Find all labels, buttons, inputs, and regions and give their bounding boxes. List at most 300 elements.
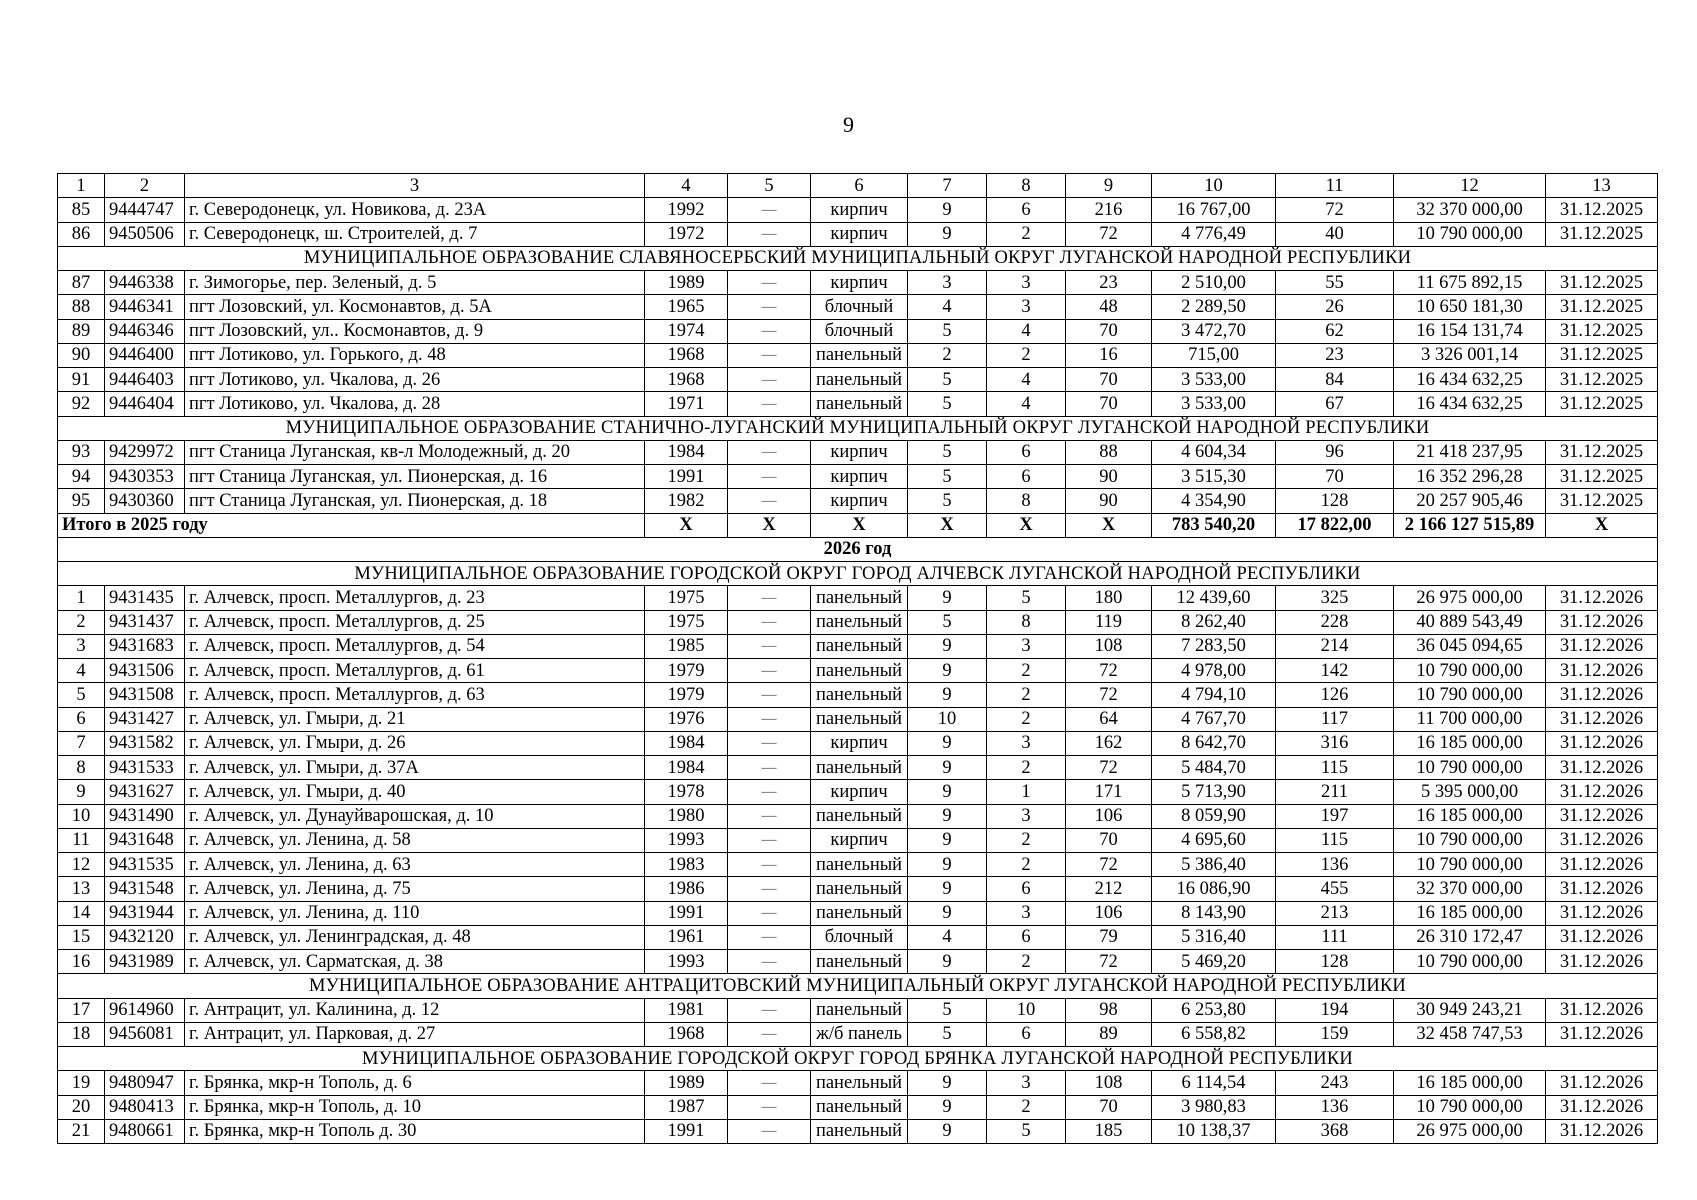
cell-residents: 455	[1276, 877, 1394, 901]
cell-year: 1975	[645, 586, 728, 610]
cell-residents: 96	[1276, 440, 1394, 464]
cell-address: г. Алчевск, ул. Ленина, д. 58	[185, 828, 645, 852]
cell-area: 4 794,10	[1152, 683, 1276, 707]
cell-area: 7 283,50	[1152, 634, 1276, 658]
cell-floors: 9	[908, 222, 987, 246]
cell-address: г. Брянка, мкр-н Тополь д. 30	[185, 1119, 645, 1143]
cell-address: г. Алчевск, ул. Гмыри, д. 40	[185, 780, 645, 804]
cell-apartments: 88	[1066, 440, 1152, 464]
cell-residents: 213	[1276, 901, 1394, 925]
cell-apartments: 72	[1066, 659, 1152, 683]
cell-entrances: 5	[987, 586, 1066, 610]
cell-deadline: 31.12.2026	[1546, 610, 1658, 634]
cell-area: 3 472,70	[1152, 319, 1276, 343]
cell-residents: 128	[1276, 950, 1394, 974]
cell-floors: 10	[908, 707, 987, 731]
cell-year: 1968	[645, 343, 728, 367]
cell-floors: 5	[908, 319, 987, 343]
cell-apartments: 119	[1066, 610, 1152, 634]
table-row	[58, 877, 1658, 901]
cell-num: 93	[58, 440, 105, 464]
cell-material: панельный	[811, 343, 908, 367]
cell-deadline: 31.12.2026	[1546, 828, 1658, 852]
page-number: 9	[843, 112, 854, 137]
cell-floors: 5	[908, 440, 987, 464]
cell-id: 9430353	[105, 465, 185, 489]
cell-cost: 32 458 747,53	[1394, 1022, 1546, 1046]
cell-deadline: 31.12.2025	[1546, 489, 1658, 513]
cell-year: 1991	[645, 1119, 728, 1143]
section-heading	[58, 1047, 1658, 1071]
cell-address: пгт Станица Луганская, ул. Пионерская, д. 18	[185, 489, 645, 513]
cell-material: ж/б панель	[811, 1022, 908, 1046]
cell-floors: 2	[908, 343, 987, 367]
cell-year: 1974	[645, 319, 728, 343]
cell-apartments: 64	[1066, 707, 1152, 731]
header-cell-address: 3	[185, 174, 645, 198]
cell-material: кирпич	[811, 828, 908, 852]
cell-address: г. Алчевск, ул. Ленина, д. 110	[185, 901, 645, 925]
cell-col5: —	[728, 780, 811, 804]
cell-address: г. Зимогорье, пер. Зеленый, д. 5	[185, 271, 645, 295]
cell-material: панельный	[811, 998, 908, 1022]
cell-floors: 5	[908, 465, 987, 489]
cell-col5: —	[728, 440, 811, 464]
header-cell-deadline: 13	[1546, 174, 1658, 198]
cell-id: 9430360	[105, 489, 185, 513]
cell-address: г. Брянка, мкр-н Тополь, д. 6	[185, 1071, 645, 1095]
table-row	[58, 198, 1658, 222]
cell-deadline: 31.12.2025	[1546, 222, 1658, 246]
cell-cost: 36 045 094,65	[1394, 634, 1546, 658]
cell-residents: 368	[1276, 1119, 1394, 1143]
cell-cost: 16 434 632,25	[1394, 392, 1546, 416]
table-row	[58, 271, 1658, 295]
total-cell-material: X	[811, 513, 908, 537]
cell-cost: 21 418 237,95	[1394, 440, 1546, 464]
table-row	[58, 489, 1658, 513]
cell-entrances: 4	[987, 368, 1066, 392]
cell-num: 12	[58, 853, 105, 877]
table-row	[58, 1071, 1658, 1095]
cell-num: 10	[58, 804, 105, 828]
cell-year: 1992	[645, 198, 728, 222]
cell-num: 91	[58, 368, 105, 392]
cell-entrances: 10	[987, 998, 1066, 1022]
cell-deadline: 31.12.2026	[1546, 707, 1658, 731]
cell-deadline: 31.12.2026	[1546, 901, 1658, 925]
cell-area: 3 515,30	[1152, 465, 1276, 489]
total-cell-area: 783 540,20	[1152, 513, 1276, 537]
cell-apartments: 70	[1066, 392, 1152, 416]
cell-entrances: 6	[987, 198, 1066, 222]
cell-area: 6 114,54	[1152, 1071, 1276, 1095]
cell-entrances: 3	[987, 901, 1066, 925]
cell-apartments: 70	[1066, 319, 1152, 343]
cell-apartments: 108	[1066, 1071, 1152, 1095]
cell-cost: 11 675 892,15	[1394, 271, 1546, 295]
cell-col5: —	[728, 950, 811, 974]
cell-address: г. Северодонецк, ул. Новикова, д. 23А	[185, 198, 645, 222]
cell-year: 1987	[645, 1095, 728, 1119]
header-cell-year: 4	[645, 174, 728, 198]
cell-entrances: 6	[987, 465, 1066, 489]
cell-num: 9	[58, 780, 105, 804]
cell-col5: —	[728, 295, 811, 319]
cell-num: 94	[58, 465, 105, 489]
table-row	[58, 707, 1658, 731]
cell-num: 14	[58, 901, 105, 925]
cell-cost: 26 975 000,00	[1394, 1119, 1546, 1143]
cell-entrances: 1	[987, 780, 1066, 804]
cell-material: кирпич	[811, 731, 908, 755]
cell-entrances: 3	[987, 1071, 1066, 1095]
cell-apartments: 72	[1066, 950, 1152, 974]
cell-deadline: 31.12.2025	[1546, 198, 1658, 222]
cell-deadline: 31.12.2025	[1546, 295, 1658, 319]
cell-entrances: 2	[987, 1095, 1066, 1119]
cell-area: 2 510,00	[1152, 271, 1276, 295]
cell-deadline: 31.12.2026	[1546, 731, 1658, 755]
cell-num: 2	[58, 610, 105, 634]
cell-floors: 9	[908, 877, 987, 901]
header-cell-area: 10	[1152, 174, 1276, 198]
cell-floors: 5	[908, 998, 987, 1022]
cell-material: панельный	[811, 853, 908, 877]
cell-apartments: 108	[1066, 634, 1152, 658]
cell-col5: —	[728, 368, 811, 392]
cell-floors: 9	[908, 780, 987, 804]
cell-cost: 5 395 000,00	[1394, 780, 1546, 804]
cell-address: г. Алчевск, ул. Ленина, д. 75	[185, 877, 645, 901]
cell-year: 1986	[645, 877, 728, 901]
cell-id: 9456081	[105, 1022, 185, 1046]
cell-address: г. Алчевск, ул. Дунауйварошская, д. 10	[185, 804, 645, 828]
cell-residents: 111	[1276, 925, 1394, 949]
cell-num: 87	[58, 271, 105, 295]
cell-cost: 40 889 543,49	[1394, 610, 1546, 634]
cell-id: 9431490	[105, 804, 185, 828]
cell-floors: 9	[908, 634, 987, 658]
header-cell-material: 6	[811, 174, 908, 198]
cell-col5: —	[728, 222, 811, 246]
cell-area: 8 059,90	[1152, 804, 1276, 828]
cell-year: 1971	[645, 392, 728, 416]
total-cell-year: X	[645, 513, 728, 537]
table-row	[58, 440, 1658, 464]
cell-cost: 16 154 131,74	[1394, 319, 1546, 343]
cell-year: 1980	[645, 804, 728, 828]
cell-num: 92	[58, 392, 105, 416]
cell-id: 9446404	[105, 392, 185, 416]
table-row	[58, 368, 1658, 392]
table-row	[58, 804, 1658, 828]
cell-area: 8 262,40	[1152, 610, 1276, 634]
cell-apartments: 90	[1066, 489, 1152, 513]
cell-apartments: 16	[1066, 343, 1152, 367]
cell-id: 9446341	[105, 295, 185, 319]
cell-entrances: 8	[987, 610, 1066, 634]
cell-floors: 9	[908, 1119, 987, 1143]
cell-material: панельный	[811, 950, 908, 974]
table-row	[58, 998, 1658, 1022]
cell-deadline: 31.12.2026	[1546, 780, 1658, 804]
cell-area: 12 439,60	[1152, 586, 1276, 610]
cell-deadline: 31.12.2025	[1546, 440, 1658, 464]
cell-apartments: 72	[1066, 756, 1152, 780]
cell-entrances: 2	[987, 756, 1066, 780]
total-cell-deadline: X	[1546, 513, 1658, 537]
section-heading-text: МУНИЦИПАЛЬНОЕ ОБРАЗОВАНИЕ СТАНИЧНО-ЛУГАНСКИЙ МУНИЦИПАЛЬНЫЙ ОКРУГ ЛУГАНСКОЙ НАРОДНОЙ РЕСПУБЛИКИ	[58, 416, 1658, 440]
cell-id: 9431627	[105, 780, 185, 804]
cell-residents: 128	[1276, 489, 1394, 513]
section-heading-text: МУНИЦИПАЛЬНОЕ ОБРАЗОВАНИЕ АНТРАЦИТОВСКИЙ МУНИЦИПАЛЬНЫЙ ОКРУГ ЛУГАНСКОЙ НАРОДНОЙ РЕСПУБЛИКИ	[58, 974, 1658, 998]
cell-col5: —	[728, 1095, 811, 1119]
cell-material: панельный	[811, 659, 908, 683]
cell-material: панельный	[811, 877, 908, 901]
table-row	[58, 659, 1658, 683]
cell-material: блочный	[811, 925, 908, 949]
cell-id: 9480947	[105, 1071, 185, 1095]
table-row	[58, 634, 1658, 658]
cell-num: 21	[58, 1119, 105, 1143]
cell-num: 5	[58, 683, 105, 707]
cell-deadline: 31.12.2026	[1546, 1095, 1658, 1119]
header-cell-num: 1	[58, 174, 105, 198]
cell-id: 9431508	[105, 683, 185, 707]
cell-address: г. Северодонецк, ш. Строителей, д. 7	[185, 222, 645, 246]
cell-area: 8 143,90	[1152, 901, 1276, 925]
cell-num: 18	[58, 1022, 105, 1046]
cell-entrances: 6	[987, 877, 1066, 901]
total-cell-cost: 2 166 127 515,89	[1394, 513, 1546, 537]
cell-entrances: 2	[987, 683, 1066, 707]
cell-num: 13	[58, 877, 105, 901]
cell-col5: —	[728, 804, 811, 828]
cell-year: 1993	[645, 950, 728, 974]
cell-cost: 10 790 000,00	[1394, 828, 1546, 852]
cell-year: 1979	[645, 683, 728, 707]
cell-cost: 26 310 172,47	[1394, 925, 1546, 949]
table-row	[58, 222, 1658, 246]
cell-floors: 5	[908, 1022, 987, 1046]
cell-id: 9431683	[105, 634, 185, 658]
cell-area: 10 138,37	[1152, 1119, 1276, 1143]
cell-cost: 32 370 000,00	[1394, 198, 1546, 222]
cell-entrances: 2	[987, 659, 1066, 683]
cell-entrances: 2	[987, 853, 1066, 877]
table-row	[58, 610, 1658, 634]
cell-cost: 20 257 905,46	[1394, 489, 1546, 513]
cell-floors: 9	[908, 659, 987, 683]
table-row	[58, 925, 1658, 949]
cell-material: панельный	[811, 392, 908, 416]
cell-entrances: 6	[987, 925, 1066, 949]
header-cell-residents: 11	[1276, 174, 1394, 198]
total-cell-residents: 17 822,00	[1276, 513, 1394, 537]
cell-apartments: 106	[1066, 901, 1152, 925]
cell-residents: 194	[1276, 998, 1394, 1022]
cell-col5: —	[728, 610, 811, 634]
cell-address: пгт Станица Луганская, ул. Пионерская, д. 16	[185, 465, 645, 489]
cell-deadline: 31.12.2026	[1546, 998, 1658, 1022]
cell-cost: 10 790 000,00	[1394, 683, 1546, 707]
cell-floors: 5	[908, 489, 987, 513]
total-cell-entrances: X	[987, 513, 1066, 537]
cell-address: г. Алчевск, просп. Металлургов, д. 63	[185, 683, 645, 707]
cell-entrances: 4	[987, 319, 1066, 343]
cell-col5: —	[728, 392, 811, 416]
cell-num: 17	[58, 998, 105, 1022]
cell-area: 6 558,82	[1152, 1022, 1276, 1046]
cell-col5: —	[728, 319, 811, 343]
cell-num: 4	[58, 659, 105, 683]
cell-deadline: 31.12.2026	[1546, 1119, 1658, 1143]
cell-material: кирпич	[811, 198, 908, 222]
cell-area: 16 086,90	[1152, 877, 1276, 901]
cell-address: г. Алчевск, просп. Металлургов, д. 23	[185, 586, 645, 610]
cell-cost: 10 790 000,00	[1394, 756, 1546, 780]
cell-num: 89	[58, 319, 105, 343]
cell-address: г. Алчевск, ул. Ленинградская, д. 48	[185, 925, 645, 949]
cell-col5: —	[728, 731, 811, 755]
cell-year: 1985	[645, 634, 728, 658]
cell-year: 1968	[645, 368, 728, 392]
cell-cost: 3 326 001,14	[1394, 343, 1546, 367]
cell-residents: 211	[1276, 780, 1394, 804]
cell-entrances: 3	[987, 634, 1066, 658]
cell-area: 6 253,80	[1152, 998, 1276, 1022]
cell-deadline: 31.12.2025	[1546, 465, 1658, 489]
cell-apartments: 216	[1066, 198, 1152, 222]
header-cell-apartments: 9	[1066, 174, 1152, 198]
cell-entrances: 6	[987, 440, 1066, 464]
cell-apartments: 98	[1066, 998, 1152, 1022]
cell-material: кирпич	[811, 780, 908, 804]
cell-col5: —	[728, 828, 811, 852]
cell-id: 9431535	[105, 853, 185, 877]
cell-deadline: 31.12.2025	[1546, 392, 1658, 416]
cell-num: 19	[58, 1071, 105, 1095]
cell-id: 9432120	[105, 925, 185, 949]
cell-cost: 10 790 000,00	[1394, 659, 1546, 683]
cell-area: 2 289,50	[1152, 295, 1276, 319]
cell-material: панельный	[811, 610, 908, 634]
cell-residents: 197	[1276, 804, 1394, 828]
cell-col5: —	[728, 659, 811, 683]
cell-num: 86	[58, 222, 105, 246]
table-row	[58, 950, 1658, 974]
cell-entrances: 4	[987, 392, 1066, 416]
cell-floors: 9	[908, 804, 987, 828]
cell-deadline: 31.12.2026	[1546, 1071, 1658, 1095]
table-body	[58, 174, 1658, 1144]
cell-col5: —	[728, 901, 811, 925]
section-heading	[58, 974, 1658, 998]
cell-entrances: 5	[987, 1119, 1066, 1143]
cell-area: 4 695,60	[1152, 828, 1276, 852]
table-row	[58, 756, 1658, 780]
cell-address: г. Алчевск, ул. Ленина, д. 63	[185, 853, 645, 877]
year-heading-2026	[58, 537, 1658, 561]
cell-num: 11	[58, 828, 105, 852]
column-number-header	[58, 174, 1658, 198]
cell-year: 1991	[645, 465, 728, 489]
cell-area: 5 316,40	[1152, 925, 1276, 949]
cell-address: пгт Лотиково, ул. Горького, д. 48	[185, 343, 645, 367]
cell-address: г. Алчевск, просп. Металлургов, д. 61	[185, 659, 645, 683]
cell-id: 9480413	[105, 1095, 185, 1119]
cell-material: панельный	[811, 586, 908, 610]
cell-num: 8	[58, 756, 105, 780]
cell-id: 9446400	[105, 343, 185, 367]
cell-address: г. Антрацит, ул. Калинина, д. 12	[185, 998, 645, 1022]
cell-area: 5 469,20	[1152, 950, 1276, 974]
cell-address: г. Алчевск, ул. Гмыри, д. 26	[185, 731, 645, 755]
cell-area: 715,00	[1152, 343, 1276, 367]
cell-apartments: 72	[1066, 853, 1152, 877]
cell-floors: 9	[908, 683, 987, 707]
cell-address: г. Алчевск, ул. Сарматская, д. 38	[185, 950, 645, 974]
cell-deadline: 31.12.2025	[1546, 368, 1658, 392]
cell-floors: 9	[908, 731, 987, 755]
cell-deadline: 31.12.2026	[1546, 683, 1658, 707]
cell-residents: 26	[1276, 295, 1394, 319]
cell-residents: 159	[1276, 1022, 1394, 1046]
section-heading-text: МУНИЦИПАЛЬНОЕ ОБРАЗОВАНИЕ ГОРОДСКОЙ ОКРУГ ГОРОД БРЯНКА ЛУГАНСКОЙ НАРОДНОЙ РЕСПУБЛИКИ	[58, 1047, 1658, 1071]
cell-residents: 126	[1276, 683, 1394, 707]
cell-cost: 26 975 000,00	[1394, 586, 1546, 610]
cell-apartments: 48	[1066, 295, 1152, 319]
header-cell-id: 2	[105, 174, 185, 198]
cell-year: 1993	[645, 828, 728, 852]
cell-floors: 5	[908, 610, 987, 634]
table-row	[58, 1095, 1658, 1119]
cell-year: 1984	[645, 756, 728, 780]
cell-col5: —	[728, 1071, 811, 1095]
cell-col5: —	[728, 1022, 811, 1046]
cell-residents: 67	[1276, 392, 1394, 416]
cell-col5: —	[728, 756, 811, 780]
table-row	[58, 465, 1658, 489]
section-heading-text: МУНИЦИПАЛЬНОЕ ОБРАЗОВАНИЕ СЛАВЯНОСЕРБСКИЙ МУНИЦИПАЛЬНЫЙ ОКРУГ ЛУГАНСКОЙ НАРОДНОЙ РЕСПУБЛИКИ	[58, 246, 1658, 270]
cell-id: 9446346	[105, 319, 185, 343]
cell-area: 5 386,40	[1152, 853, 1276, 877]
cell-id: 9431989	[105, 950, 185, 974]
cell-cost: 16 352 296,28	[1394, 465, 1546, 489]
table-row	[58, 901, 1658, 925]
cell-floors: 9	[908, 756, 987, 780]
cell-col5: —	[728, 707, 811, 731]
cell-deadline: 31.12.2026	[1546, 756, 1658, 780]
cell-cost: 10 790 000,00	[1394, 222, 1546, 246]
table-row	[58, 343, 1658, 367]
cell-num: 90	[58, 343, 105, 367]
total-cell-apartments: X	[1066, 513, 1152, 537]
cell-year: 1965	[645, 295, 728, 319]
cell-address: пгт Лозовский, ул. Космонавтов, д. 5А	[185, 295, 645, 319]
cell-num: 3	[58, 634, 105, 658]
cell-entrances: 2	[987, 343, 1066, 367]
cell-entrances: 3	[987, 731, 1066, 755]
cell-num: 16	[58, 950, 105, 974]
table-row	[58, 1022, 1658, 1046]
total-cell-floors: X	[908, 513, 987, 537]
cell-year: 1981	[645, 998, 728, 1022]
cell-floors: 5	[908, 368, 987, 392]
cell-deadline: 31.12.2025	[1546, 271, 1658, 295]
cell-material: кирпич	[811, 465, 908, 489]
